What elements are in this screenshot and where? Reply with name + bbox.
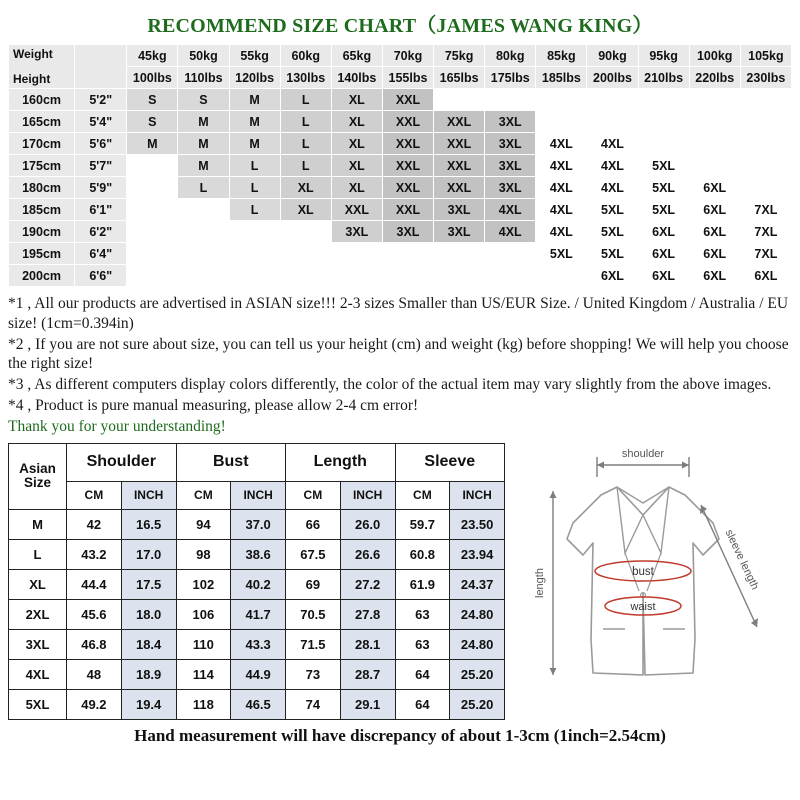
height-cm-header: 195cm <box>9 243 75 265</box>
size-cell: XXL <box>382 155 433 177</box>
measurement-cell: 63 <box>395 629 450 659</box>
note-3: *3 , As different computers display colors differently, the color of the actual item may vary slightly from the above images. <box>8 376 772 394</box>
weight-lbs-header: 140lbs <box>331 67 382 89</box>
size-cell: XXL <box>382 89 433 111</box>
jacket-measurement-diagram <box>521 443 793 701</box>
size-cell: M <box>229 133 280 155</box>
size-cell: 6XL <box>587 265 638 287</box>
size-cell: XXL <box>434 155 485 177</box>
weight-kg-header: 95kg <box>638 45 689 67</box>
size-cell <box>638 111 689 133</box>
size-cell: 3XL <box>434 221 485 243</box>
weight-kg-header: 60kg <box>280 45 331 67</box>
size-cell: M <box>229 111 280 133</box>
size-cell: XL <box>331 155 382 177</box>
size-cell <box>280 243 331 265</box>
size-cell: 5XL <box>587 243 638 265</box>
weight-kg-header: 105kg <box>740 45 791 67</box>
measurement-cell: 24.80 <box>450 599 505 629</box>
size-cell: XXL <box>331 199 382 221</box>
weight-lbs-header: 220lbs <box>689 67 740 89</box>
weight-kg-header: 85kg <box>536 45 587 67</box>
measurement-group-header: Bust <box>176 443 286 481</box>
size-cell: XL <box>331 133 382 155</box>
size-cell: XXL <box>382 177 433 199</box>
size-cell: 6XL <box>740 265 791 287</box>
measurement-unit-header: INCH <box>340 481 395 509</box>
size-cell <box>434 89 485 111</box>
asian-size-header: Asian Size <box>9 443 67 509</box>
size-cell: 5XL <box>587 199 638 221</box>
size-cell: XXL <box>434 111 485 133</box>
measurement-cell: 26.0 <box>340 509 395 539</box>
bust-label: bust <box>632 565 654 578</box>
measurement-cell: 64 <box>395 689 450 719</box>
size-cell <box>127 155 178 177</box>
measurement-size-label: 5XL <box>9 689 67 719</box>
measurement-unit-header: CM <box>286 481 341 509</box>
size-cell <box>127 177 178 199</box>
measurement-cell: 67.5 <box>286 539 341 569</box>
size-cell <box>331 265 382 287</box>
size-cell: 6XL <box>638 221 689 243</box>
size-cell: XXL <box>382 111 433 133</box>
measurement-cell: 17.0 <box>121 539 176 569</box>
weight-kg-header: 70kg <box>382 45 433 67</box>
size-cell: M <box>229 89 280 111</box>
size-cell: 6XL <box>689 199 740 221</box>
measurement-size-label: M <box>9 509 67 539</box>
measurement-cell: 63 <box>395 599 450 629</box>
height-ft-header: 6'2" <box>75 221 127 243</box>
weight-kg-header: 75kg <box>434 45 485 67</box>
table-row <box>9 89 792 111</box>
weight-lbs-header: 230lbs <box>740 67 791 89</box>
measurement-cell: 28.1 <box>340 629 395 659</box>
height-cm-header: 160cm <box>9 89 75 111</box>
size-cell <box>127 265 178 287</box>
size-chart-corner <box>9 45 75 89</box>
measurement-unit-header: CM <box>176 481 231 509</box>
size-chart-blank-corner <box>75 45 127 89</box>
measurement-cell: 46.5 <box>231 689 286 719</box>
size-cell: XL <box>280 199 331 221</box>
measurement-size-label: 2XL <box>9 599 67 629</box>
note-thanks: Thank you for your understanding! <box>8 417 226 435</box>
measurement-group-header: Sleeve <box>395 443 505 481</box>
size-cell <box>638 133 689 155</box>
table-row <box>9 689 505 719</box>
measurement-cell: 71.5 <box>286 629 341 659</box>
size-cell: 4XL <box>536 221 587 243</box>
measurement-cell: 28.7 <box>340 659 395 689</box>
weight-kg-header: 100kg <box>689 45 740 67</box>
size-cell: 3XL <box>485 133 536 155</box>
measurement-size-label: 3XL <box>9 629 67 659</box>
measurement-cell: 73 <box>286 659 341 689</box>
measurement-cell: 16.5 <box>121 509 176 539</box>
size-cell: 4XL <box>536 155 587 177</box>
size-cell: XXL <box>434 133 485 155</box>
measurement-table <box>8 443 505 720</box>
size-cell: L <box>178 177 229 199</box>
height-axis-label: Height <box>13 72 51 86</box>
weight-lbs-header: 210lbs <box>638 67 689 89</box>
measurement-cell: 45.6 <box>67 599 122 629</box>
table-row <box>9 133 792 155</box>
height-cm-header: 165cm <box>9 111 75 133</box>
measurement-cell: 59.7 <box>395 509 450 539</box>
waist-label: waist <box>630 600 656 613</box>
measurement-cell: 106 <box>176 599 231 629</box>
size-cell: 4XL <box>485 199 536 221</box>
size-cell: S <box>127 89 178 111</box>
table-row <box>9 539 505 569</box>
weight-kg-header: 50kg <box>178 45 229 67</box>
measurement-cell: 114 <box>176 659 231 689</box>
measurement-cell: 27.2 <box>340 569 395 599</box>
measurement-cell: 64 <box>395 659 450 689</box>
measurement-cell: 46.8 <box>67 629 122 659</box>
size-cell: 4XL <box>536 177 587 199</box>
measurement-size-label: 4XL <box>9 659 67 689</box>
size-cell: 4XL <box>536 133 587 155</box>
size-cell <box>382 243 433 265</box>
size-cell: 4XL <box>587 177 638 199</box>
size-cell <box>127 199 178 221</box>
size-cell <box>689 89 740 111</box>
size-cell: S <box>178 89 229 111</box>
recommend-size-chart-table <box>8 44 792 287</box>
size-cell <box>331 243 382 265</box>
weight-kg-header: 55kg <box>229 45 280 67</box>
size-cell: XL <box>331 89 382 111</box>
size-cell: 3XL <box>331 221 382 243</box>
size-cell <box>485 89 536 111</box>
size-cell <box>434 243 485 265</box>
size-cell: XL <box>331 177 382 199</box>
size-cell <box>382 265 433 287</box>
size-cell: XXL <box>434 177 485 199</box>
table-row <box>9 243 792 265</box>
measurement-cell: 40.2 <box>231 569 286 599</box>
table-row <box>9 221 792 243</box>
size-cell: L <box>280 89 331 111</box>
table-row <box>9 509 505 539</box>
measurement-unit-header: INCH <box>450 481 505 509</box>
height-cm-header: 200cm <box>9 265 75 287</box>
size-cell <box>740 89 791 111</box>
size-cell <box>229 221 280 243</box>
measurement-group-header: Length <box>286 443 396 481</box>
size-cell <box>587 111 638 133</box>
height-cm-header: 170cm <box>9 133 75 155</box>
size-cell: 3XL <box>485 155 536 177</box>
size-cell <box>689 133 740 155</box>
size-cell: 3XL <box>382 221 433 243</box>
measurement-unit-header: CM <box>67 481 122 509</box>
size-cell <box>178 265 229 287</box>
size-cell: 6XL <box>689 221 740 243</box>
measurement-cell: 44.9 <box>231 659 286 689</box>
size-cell: L <box>229 177 280 199</box>
height-cm-header: 190cm <box>9 221 75 243</box>
height-ft-header: 6'1" <box>75 199 127 221</box>
weight-lbs-header: 200lbs <box>587 67 638 89</box>
size-cell <box>536 89 587 111</box>
measurement-cell: 69 <box>286 569 341 599</box>
table-row <box>9 629 505 659</box>
size-cell: L <box>229 199 280 221</box>
size-cell <box>485 265 536 287</box>
height-ft-header: 5'2" <box>75 89 127 111</box>
measurement-cell: 26.6 <box>340 539 395 569</box>
height-ft-header: 6'4" <box>75 243 127 265</box>
table-row <box>9 199 792 221</box>
measurement-cell: 70.5 <box>286 599 341 629</box>
measurement-cell: 43.2 <box>67 539 122 569</box>
size-cell <box>280 265 331 287</box>
measurement-cell: 25.20 <box>450 689 505 719</box>
table-row <box>9 599 505 629</box>
measurement-group-header: Shoulder <box>67 443 177 481</box>
size-cell <box>178 221 229 243</box>
size-cell: 4XL <box>587 155 638 177</box>
height-cm-header: 175cm <box>9 155 75 177</box>
measurement-cell: 23.50 <box>450 509 505 539</box>
size-cell: 5XL <box>587 221 638 243</box>
size-cell: 6XL <box>638 243 689 265</box>
weight-kg-header: 45kg <box>127 45 178 67</box>
measurement-cell: 118 <box>176 689 231 719</box>
length-label: length <box>534 567 547 598</box>
weight-axis-label: Weight <box>13 47 53 61</box>
measurement-cell: 49.2 <box>67 689 122 719</box>
measurement-cell: 41.7 <box>231 599 286 629</box>
size-cell: 6XL <box>689 265 740 287</box>
weight-lbs-header: 110lbs <box>178 67 229 89</box>
measurement-cell: 25.20 <box>450 659 505 689</box>
size-cell: 3XL <box>485 111 536 133</box>
footer-note: Hand measurement will have discrepancy of about 1-3cm (1inch=2.54cm) <box>134 725 666 745</box>
measurement-cell: 19.4 <box>121 689 176 719</box>
sleeve-length-label: sleeve length <box>722 527 761 592</box>
size-cell: 3XL <box>434 199 485 221</box>
measurement-cell: 94 <box>176 509 231 539</box>
size-cell: XXL <box>382 199 433 221</box>
size-cell: L <box>280 133 331 155</box>
size-cell: 5XL <box>638 177 689 199</box>
size-cell <box>740 111 791 133</box>
height-cm-header: 185cm <box>9 199 75 221</box>
size-cell: XXL <box>382 133 433 155</box>
jacket-diagram-svg <box>521 443 793 701</box>
weight-lbs-header: 100lbs <box>127 67 178 89</box>
size-cell: M <box>127 133 178 155</box>
size-cell: M <box>178 111 229 133</box>
measurement-size-label: XL <box>9 569 67 599</box>
measurement-cell: 74 <box>286 689 341 719</box>
measurement-size-label: L <box>9 539 67 569</box>
measurement-cell: 98 <box>176 539 231 569</box>
size-cell <box>485 243 536 265</box>
weight-lbs-header: 155lbs <box>382 67 433 89</box>
size-cell: 6XL <box>689 243 740 265</box>
size-cell <box>178 199 229 221</box>
measurement-cell: 102 <box>176 569 231 599</box>
weight-lbs-header: 120lbs <box>229 67 280 89</box>
weight-lbs-header: 165lbs <box>434 67 485 89</box>
size-cell: 5XL <box>638 155 689 177</box>
weight-lbs-header: 185lbs <box>536 67 587 89</box>
size-cell: 6XL <box>638 265 689 287</box>
height-ft-header: 5'7" <box>75 155 127 177</box>
table-row <box>9 111 792 133</box>
note-4: *4 , Product is pure manual measuring, please allow 2-4 cm error! <box>8 397 419 415</box>
weight-kg-header: 80kg <box>485 45 536 67</box>
weight-kg-header: 65kg <box>331 45 382 67</box>
size-cell: 3XL <box>485 177 536 199</box>
size-cell: 4XL <box>485 221 536 243</box>
weight-lbs-header: 175lbs <box>485 67 536 89</box>
measurement-cell: 29.1 <box>340 689 395 719</box>
measurement-unit-header: INCH <box>121 481 176 509</box>
page-title: RECOMMEND SIZE CHART（JAMES WANG KING） <box>147 15 653 37</box>
size-cell <box>434 265 485 287</box>
size-cell <box>587 89 638 111</box>
size-cell: 7XL <box>740 199 791 221</box>
size-cell: M <box>178 133 229 155</box>
measurement-cell: 43.3 <box>231 629 286 659</box>
measurement-cell: 18.4 <box>121 629 176 659</box>
size-cell: 7XL <box>740 243 791 265</box>
height-cm-header: 180cm <box>9 177 75 199</box>
size-cell: 4XL <box>587 133 638 155</box>
size-cell <box>127 243 178 265</box>
measurement-cell: 24.37 <box>450 569 505 599</box>
table-row <box>9 177 792 199</box>
size-cell: XL <box>280 177 331 199</box>
note-1: *1 , All our products are advertised in ASIAN size!!! 2-3 sizes Smaller than US/EUR Size. / United Kingdom / Australia / EU size! (1cm=0.394in) <box>8 295 789 332</box>
measurement-unit-header: INCH <box>231 481 286 509</box>
table-row <box>9 659 505 689</box>
table-row <box>9 265 792 287</box>
size-cell: L <box>280 111 331 133</box>
size-cell: 5XL <box>536 243 587 265</box>
size-cell: L <box>229 155 280 177</box>
size-cell: 7XL <box>740 221 791 243</box>
size-cell <box>638 89 689 111</box>
size-cell <box>536 265 587 287</box>
size-cell <box>740 177 791 199</box>
size-cell: M <box>178 155 229 177</box>
measurement-cell: 61.9 <box>395 569 450 599</box>
size-cell <box>178 243 229 265</box>
size-cell <box>127 221 178 243</box>
measurement-unit-header: CM <box>395 481 450 509</box>
measurement-cell: 37.0 <box>231 509 286 539</box>
size-cell <box>740 155 791 177</box>
measurement-cell: 44.4 <box>67 569 122 599</box>
weight-kg-header: 90kg <box>587 45 638 67</box>
measurement-cell: 27.8 <box>340 599 395 629</box>
size-cell <box>689 155 740 177</box>
measurement-cell: 110 <box>176 629 231 659</box>
notes-section <box>8 294 792 437</box>
size-cell <box>229 243 280 265</box>
measurement-cell: 18.0 <box>121 599 176 629</box>
size-cell <box>536 111 587 133</box>
measurement-cell: 23.94 <box>450 539 505 569</box>
measurement-cell: 17.5 <box>121 569 176 599</box>
size-cell: 4XL <box>536 199 587 221</box>
size-cell: 5XL <box>638 199 689 221</box>
measurement-cell: 42 <box>67 509 122 539</box>
measurement-section <box>8 443 792 720</box>
note-2: *2 , If you are not sure about size, you can tell us your height (cm) and weight (kg) before shopping! We will help you choose the right size! <box>8 335 789 373</box>
size-cell <box>229 265 280 287</box>
measurement-cell: 38.6 <box>231 539 286 569</box>
size-cell <box>280 221 331 243</box>
table-row <box>9 569 505 599</box>
size-cell: 6XL <box>689 177 740 199</box>
size-cell <box>689 111 740 133</box>
height-ft-header: 5'9" <box>75 177 127 199</box>
measurement-cell: 48 <box>67 659 122 689</box>
measurement-cell: 24.80 <box>450 629 505 659</box>
height-ft-header: 5'4" <box>75 111 127 133</box>
measurement-cell: 66 <box>286 509 341 539</box>
measurement-cell: 60.8 <box>395 539 450 569</box>
measurement-cell: 18.9 <box>121 659 176 689</box>
size-cell: XL <box>331 111 382 133</box>
size-cell <box>740 133 791 155</box>
height-ft-header: 6'6" <box>75 265 127 287</box>
weight-lbs-header: 130lbs <box>280 67 331 89</box>
table-row <box>9 155 792 177</box>
height-ft-header: 5'6" <box>75 133 127 155</box>
size-cell: L <box>280 155 331 177</box>
size-cell: S <box>127 111 178 133</box>
shoulder-label: shoulder <box>621 447 665 460</box>
